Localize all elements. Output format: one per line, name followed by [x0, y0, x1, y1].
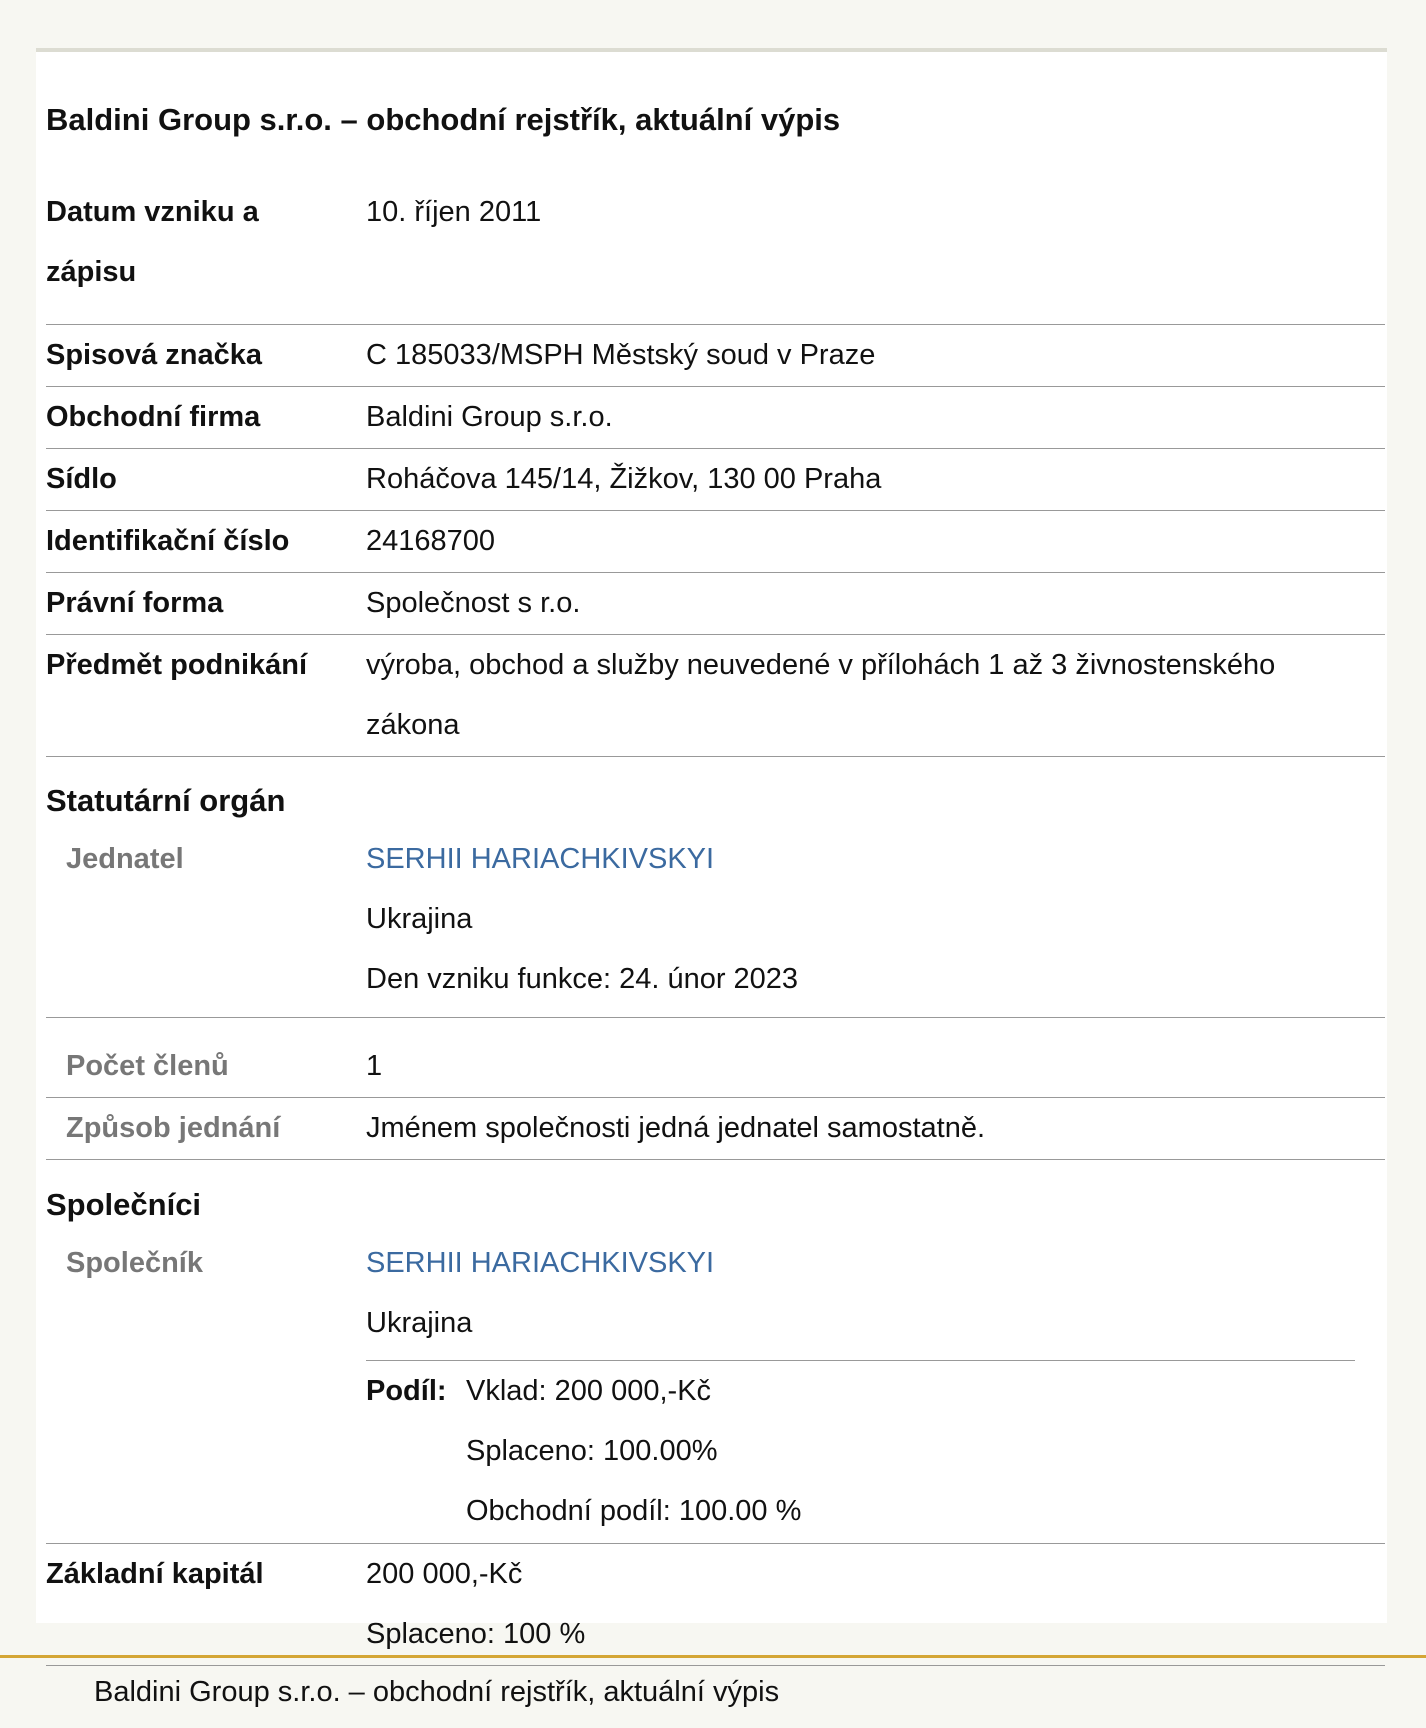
row-value: 1	[366, 1050, 383, 1082]
row-pravni-forma	[46, 573, 1385, 635]
row-label: Právní forma	[46, 587, 224, 619]
row-obchodni-firma	[46, 387, 1385, 449]
row-value: Společnost s r.o.	[366, 587, 581, 619]
person-link[interactable]: SERHII HARIACHKIVSKYI	[366, 843, 715, 875]
person-link[interactable]: SERHII HARIACHKIVSKYI	[366, 1247, 715, 1279]
row-ico	[46, 511, 1385, 573]
row-predmet-podnikani	[46, 635, 1385, 757]
row-zpusob-jednani	[46, 1098, 1385, 1160]
row-label: Spisová značka	[46, 339, 262, 371]
row-value: výroba, obchod a služby neuvedené v přílohách 1 až 3 živnostenského zákona	[366, 649, 1276, 741]
row-label: Obchodní firma	[46, 401, 261, 433]
row-value: 24168700	[366, 525, 496, 557]
row-sidlo	[46, 449, 1385, 511]
row-datum-vzniku	[46, 182, 1385, 325]
row-label: Způsob jednání	[66, 1112, 281, 1144]
row-label: Společník	[66, 1247, 203, 1279]
row-jednatel	[46, 829, 1385, 1018]
podil-block	[366, 1360, 1355, 1541]
row-value: Jménem společnosti jedná jednatel samostatně.	[366, 1112, 986, 1144]
row-label: Předmět podnikání	[46, 649, 308, 681]
row-label: Základní kapitál	[46, 1558, 264, 1590]
row-spisova-znacka	[46, 325, 1385, 387]
row-zakladni-kapital	[46, 1544, 1385, 1666]
row-podil	[46, 1353, 1385, 1544]
row-label: Sídlo	[46, 463, 117, 495]
footer-title: Baldini Group s.r.o. – obchodní rejstřík, aktuální výpis	[94, 1676, 780, 1708]
row-value: SERHII HARIACHKIVSKYI Ukrajina	[366, 1233, 714, 1353]
row-value: 200 000,-Kč Splaceno: 100 %	[366, 1558, 586, 1650]
row-label: Jednatel	[66, 843, 184, 875]
footer-divider	[0, 1655, 1426, 1658]
section-statutarni-organ: Statutární orgán	[46, 783, 286, 818]
podil-values: Vklad: 200 000,-Kč Splaceno: 100.00% Obchodní podíl: 100.00 %	[466, 1375, 802, 1527]
section-spolecnici: Společníci	[46, 1187, 202, 1222]
page-title: Baldini Group s.r.o. – obchodní rejstřík, aktuální výpis	[46, 102, 841, 137]
row-value: C 185033/MSPH Městský soud v Praze	[366, 339, 876, 371]
podil-label: Podíl:	[366, 1375, 447, 1407]
row-value: Baldini Group s.r.o.	[366, 401, 613, 433]
row-label: Datum vzniku a zápisu	[46, 196, 259, 288]
row-label: Identifikační číslo	[46, 525, 290, 557]
row-pocet-clenu	[46, 1036, 1385, 1098]
row-value: SERHII HARIACHKIVSKYI Ukrajina Den vzniku funkce: 24. únor 2023	[366, 829, 798, 1009]
register-card	[36, 48, 1387, 1650]
row-label: Počet členů	[66, 1050, 229, 1082]
row-value: Roháčova 145/14, Žižkov, 130 00 Praha	[366, 463, 882, 495]
row-value: 10. říjen 2011	[366, 196, 542, 228]
row-spolecnik	[46, 1233, 1385, 1353]
